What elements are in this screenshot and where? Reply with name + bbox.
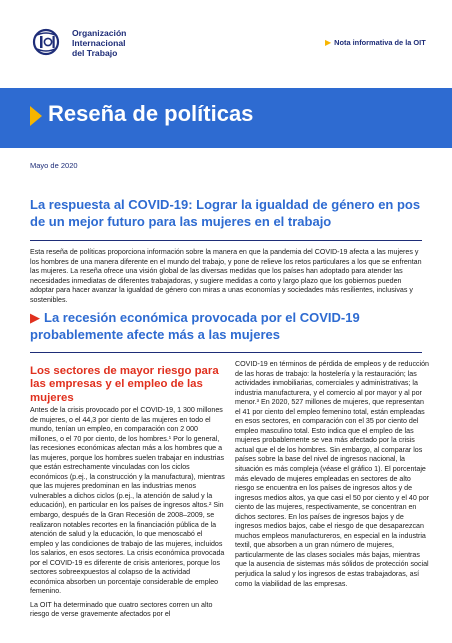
publication-date: Mayo de 2020 <box>30 161 78 170</box>
left-column-text <box>30 406 225 624</box>
subsection-title: Los sectores de mayor riesgo para las empresas y el empleo de las mujeres <box>30 365 219 404</box>
note-label: Nota informativa de la OIT <box>334 38 426 47</box>
section-title <box>30 309 420 343</box>
org-name-line: del Trabajo <box>72 48 118 59</box>
organization-name <box>72 28 126 59</box>
org-name-line: Internacional <box>72 38 126 49</box>
right-column-text <box>235 360 430 593</box>
triangle-icon: ▶ <box>30 310 40 325</box>
org-name-line: Organización <box>72 28 127 38</box>
divider <box>30 352 422 353</box>
paragraph: COVID-19 en términos de pérdida de empleos y de reducción de las horas de trabajo: la hostelería y la restauración; las actividades inmobiliarias, comerciales y administrativas; la industria manufacturera, y el comercio al por mayor y al por menor.³ En 2020, 527 millones de mujeres, que representan el 41 por ciento del empleo femenino total, están empleadas en esos sectores, en comparación con el 35 por ciento del empleo masculino total. Esto indica que el empleo de las mujeres probablemente se vea más afectado por la crisis actual que el de los hombres. Sin embargo, al comparar los países sobre la base del nivel de ingresos nacional, la situación es más compleja (véase el gráfico 1). El porcentaje más elevado de mujeres empleadas en sectores de alto riesgo se encuentra en los países de ingresos altos y de ingresos medios altos, ya que casi el 50 por ciento y el 40 por ciento de las mujeres, respectivamente, se concentran en dichos sectores. En los países de ingresos bajos y de ingresos medios bajos, cabe el riesgo de que desaparezcan muchos empleos manufactureros, en especial en la industria textil, que absorben a un gran número de mujeres, particularmente de las clases sociales más bajas, mientras que la ausencia de sistemas más sólidos de protección social perjudica la salud y los ingresos de estas trabajadoras, así como la viabilidad de las empresas. <box>235 360 430 588</box>
divider <box>30 240 422 241</box>
triangle-icon: ▶ <box>325 38 332 47</box>
ilo-logo-icon <box>28 28 64 56</box>
document-title: La respuesta al COVID-19: Lograr la igualdad de género en pos de un mejor futuro para las mujeres en el trabajo <box>30 197 421 229</box>
paragraph: La OIT ha determinado que cuatro sectores corren un alto riesgo de verse gravemente afectados por el <box>30 600 213 619</box>
section-title-text: La recesión económica provocada por el COVID-19 probablemente afecte más a las mujeres <box>30 310 360 342</box>
page-header <box>0 0 452 88</box>
intro-paragraph: Esta reseña de políticas proporciona información sobre la manera en que la pandemia del COVID-19 afecta a las mujeres y los hombres de una manera diferente en el mundo del trabajo, y pone de relieve los retos particulares a los que se enfrentan las mujeres. La reseña ofrece una visión global de las diversas medidas que los países han adoptado para atender las necesidades inmediatas de diferentes trabajadoras, y sugiere medidas a corto y largo plazo que los gobiernos pueden adoptar para hacer avanzar la igualdad de género con miras a unas economías y sociedades más resilientes, inclusivas y sostenibles. <box>30 248 422 304</box>
triangle-icon <box>30 106 42 126</box>
note-badge <box>325 38 426 47</box>
paragraph: Antes de la crisis provocado por el COVID-19, 1 300 millones de mujeres, o el 44,3 por ciento de las mujeres en todo el mundo, tenían un empleo, en comparación con 2 000 millones, o el 70 por ciento, de los hombres.¹ Por lo general, las recesiones económicas afectan más a los hombres que a las mujeres, porque los hombres suelen trabajar en industrias que están estrechamente vinculadas con los ciclos económicos (p.ej., la construcción y la manufactura), mientras que las mujeres predominan en las industrias menos vulnerables a dichos ciclos (p.ej., la atención de salud y la educación), en particular en los países de ingresos altos.² Sin embargo, después de la Gran Recesión de 2008–2009, se realizaron notables recortes en la financiación pública de la atención de salud y la educación, lo que menoscabó el empleo y las condiciones de trabajo de las mujeres, incluidos los salarios, en esos sectores. La crisis económica provocada por el COVID-19 es diferente de crisis anteriores, porque los sectores sobreexpuestos al colapso de la actividad económica absorben un porcentaje considerable de empleo femenino. <box>30 406 225 596</box>
banner-title: Reseña de políticas <box>48 101 254 126</box>
